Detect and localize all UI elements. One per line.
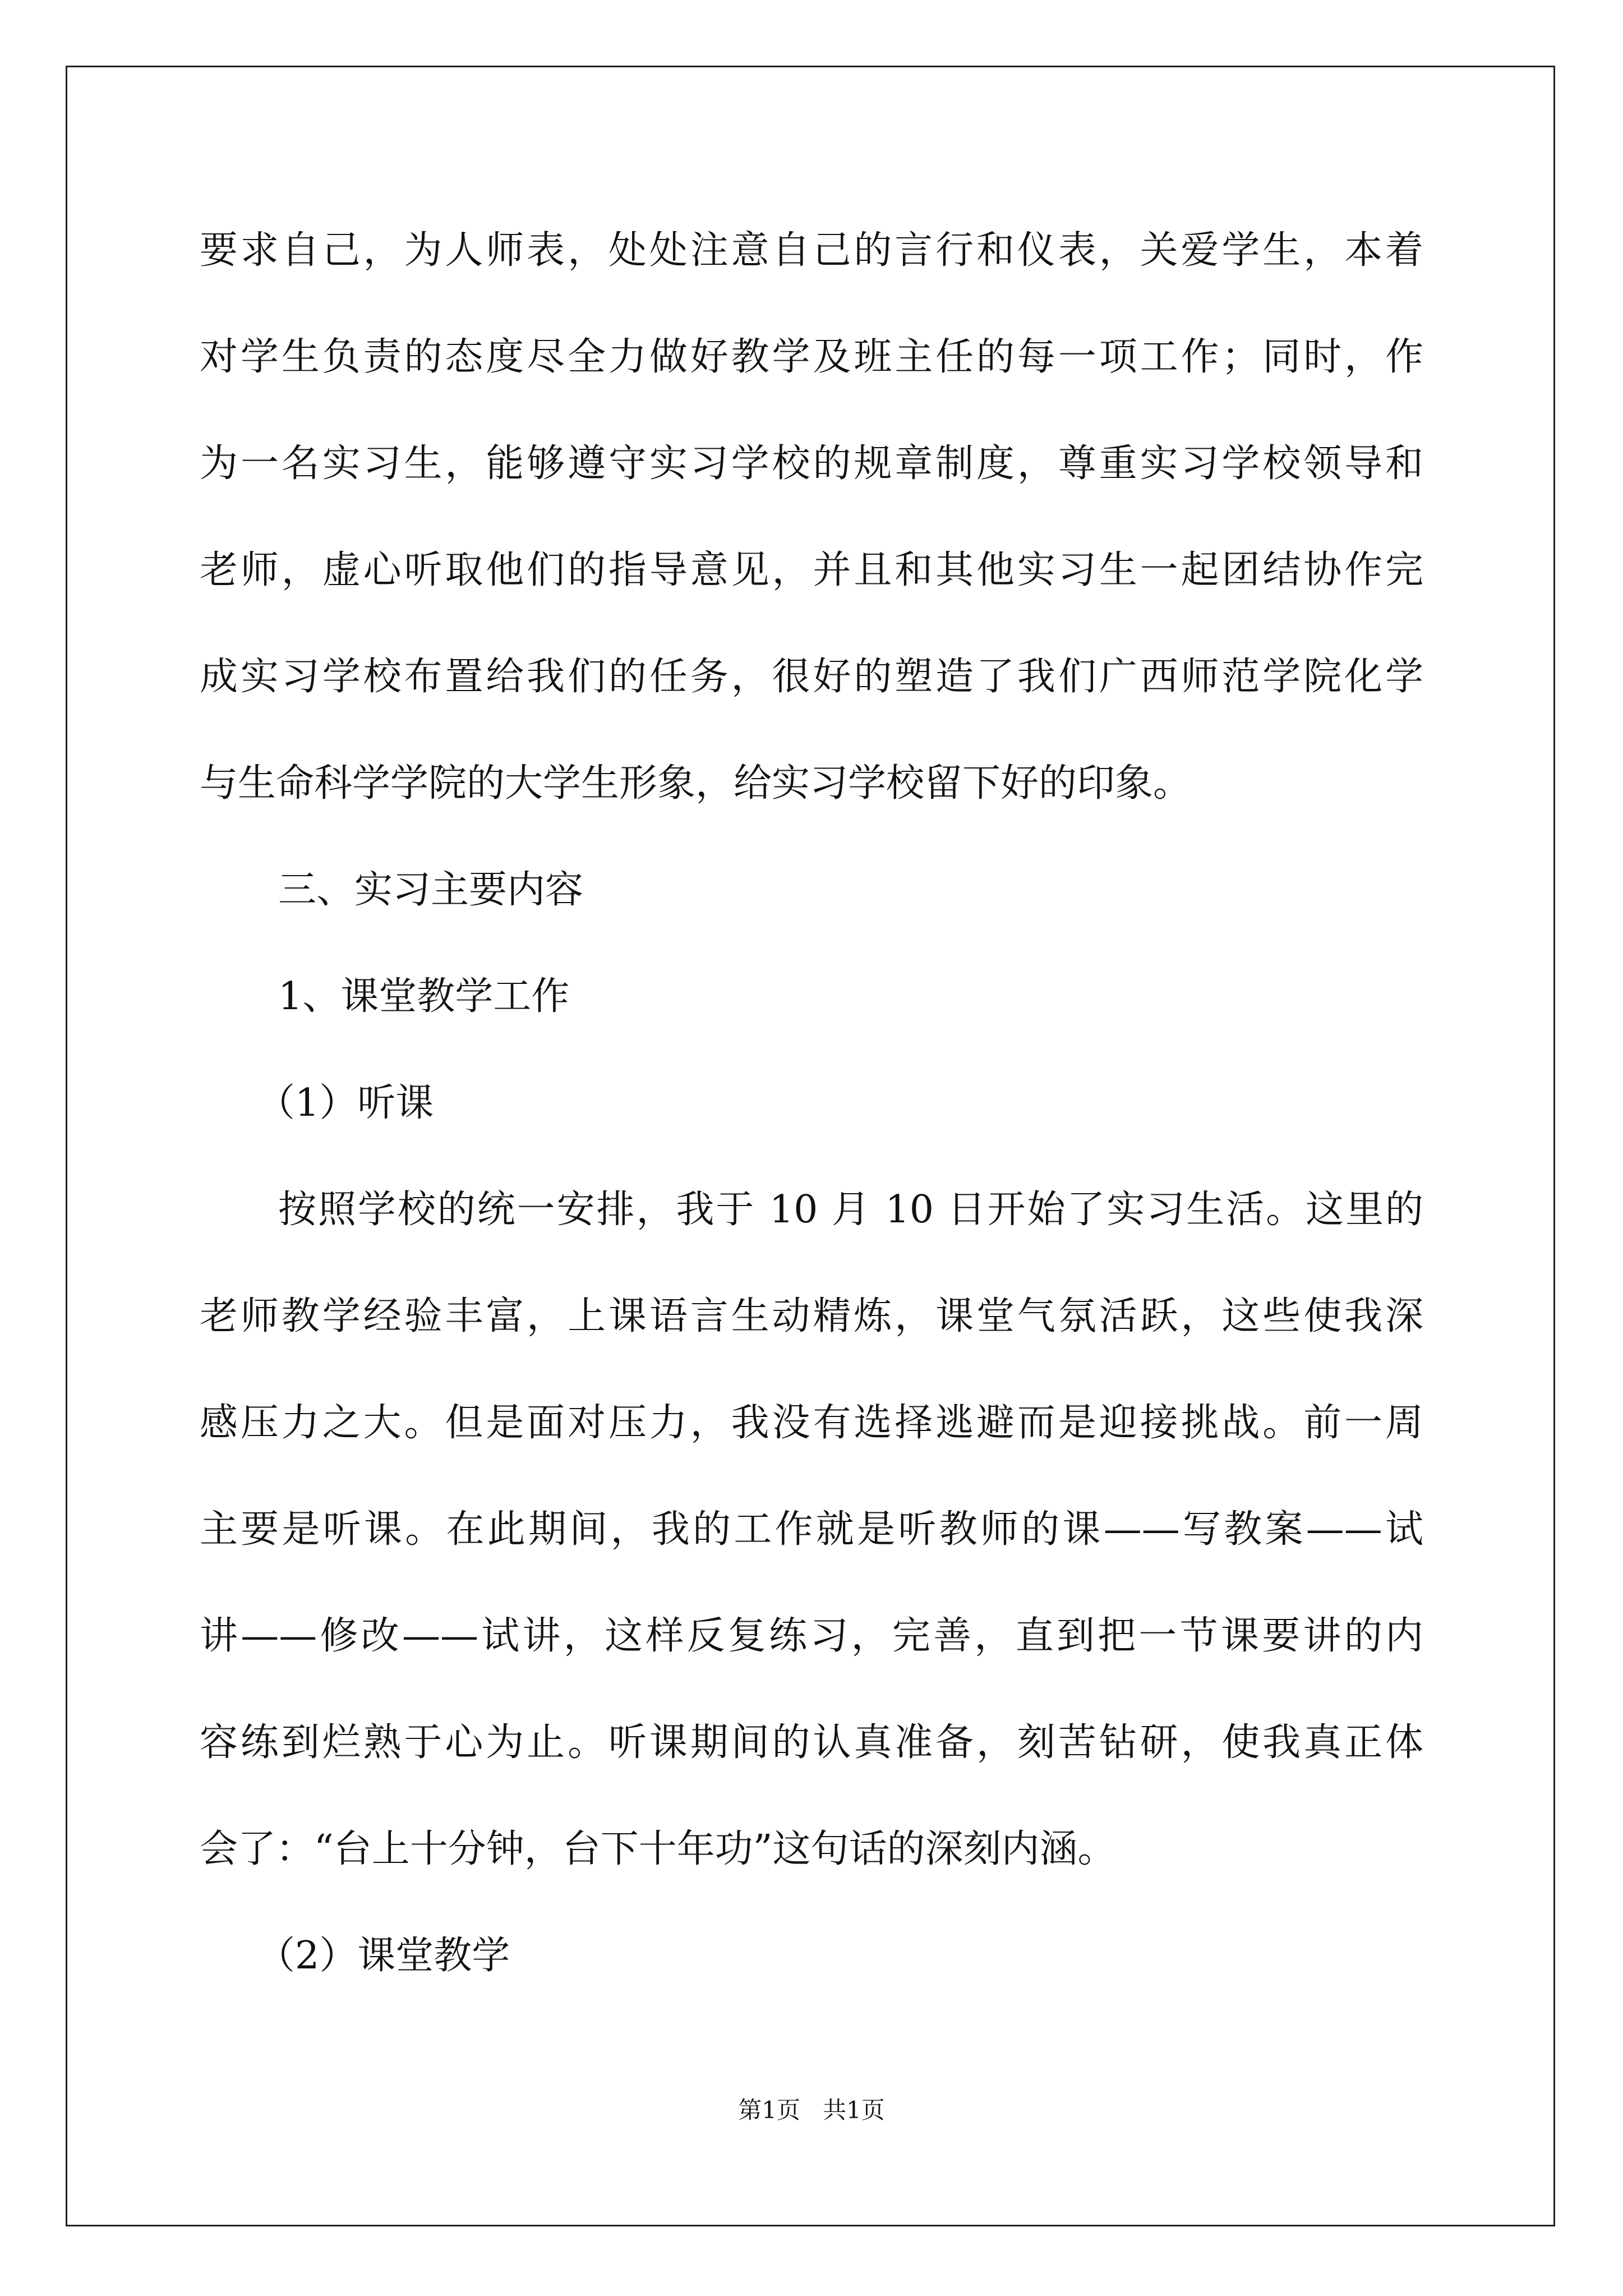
paragraph-line: 老师教学经验丰富，上课语言生动精炼，课堂气氛活跃，这些使我深 <box>200 1294 1423 1338</box>
paragraph-line: 为一名实习生，能够遵守实习学校的规章制度，尊重实习学校领导和 <box>200 441 1423 486</box>
item-heading: （2）课堂教学 <box>257 1934 510 1978</box>
paragraph-line: 按照学校的统一安排，我于 10 月 10 日开始了实习生活。这里的 <box>278 1188 1423 1232</box>
paragraph-line: 容练到烂熟于心为止。听课期间的认真准备，刻苦钻研，使我真正体 <box>200 1720 1423 1765</box>
item-heading: （1）听课 <box>257 1081 434 1125</box>
paragraph-line: 感压力之大。但是面对压力，我没有选择逃避而是迎接挑战。前一周 <box>200 1401 1423 1445</box>
paragraph-line: 主要是听课。在此期间，我的工作就是听教师的课——写教案——试 <box>200 1507 1423 1552</box>
paragraph-line: 成实习学校布置给我们的任务，很好的塑造了我们广西师范学院化学 <box>200 655 1423 699</box>
paragraph-line: 讲——修改——试讲，这样反复练习，完善，直到把一节课要讲的内 <box>200 1614 1423 1658</box>
paragraph-line: 会了：“台上十分钟，台下十年功”这句话的深刻内涵。 <box>200 1827 1116 1871</box>
paragraph-line: 要求自己，为人师表，处处注意自己的言行和仪表，关爱学生，本着 <box>200 228 1423 273</box>
page-number-footer: 第1页 共1页 <box>738 2096 885 2124</box>
paragraph-line: 对学生负责的态度尽全力做好教学及班主任的每一项工作；同时，作 <box>200 335 1423 379</box>
section-heading: 三、实习主要内容 <box>278 868 584 912</box>
subsection-heading: 1、课堂教学工作 <box>278 974 570 1019</box>
paragraph-line: 与生命科学学院的大学生形象，给实习学校留下好的印象。 <box>200 761 1192 806</box>
page-border <box>66 66 1555 2226</box>
paragraph-line: 老师，虚心听取他们的指导意见，并且和其他实习生一起团结协作完 <box>200 548 1423 592</box>
